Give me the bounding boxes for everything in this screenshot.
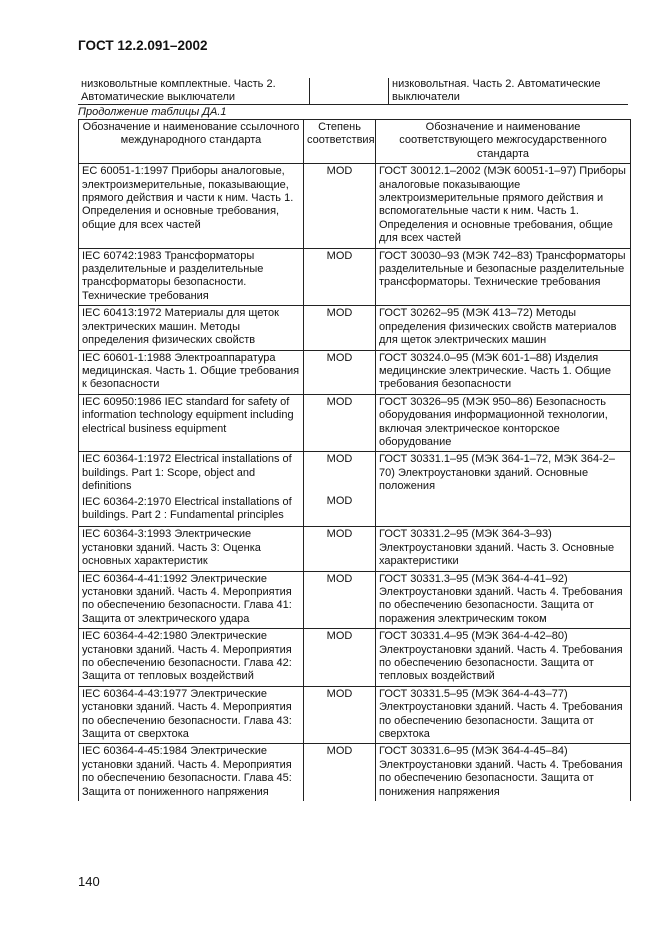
table-row	[79, 571, 631, 629]
degree-cell: MOD	[304, 350, 376, 394]
gost-standard-cell: ГОСТ 30331.4–95 (МЭК 364-4-42–80) Электроустановки зданий. Часть 4. Требования по обеспечению безопасности. Защита от тепловых воздействий	[376, 629, 631, 687]
gost-standard-cell: ГОСТ 30012.1–2002 (МЭК 60051-1–97) Приборы аналоговые показывающие электроизмерительные прямого действия и вспомогательные части к ним. Часть 1. Определения и основные требования, общие для всех частей	[376, 164, 631, 248]
table-row	[79, 350, 631, 394]
gost-standard-cell: ГОСТ 30331.5–95 (МЭК 364-4-43–77) Электроустановки зданий. Часть 4. Требования по обеспечению безопасности. Защита от сверхтока	[376, 686, 631, 744]
table-header-row	[79, 120, 631, 164]
degree-cell: MOD	[304, 394, 376, 452]
intl-standard-cell: IEC 60601-1:1988 Электроаппаратура медицинская. Часть 1. Общие требования к безопасности	[79, 350, 304, 394]
gost-standard-cell: ГОСТ 30331.3–95 (МЭК 364-4-41–92) Электроустановки зданий. Часть 4. Требования по обеспечению безопасности. Защита от поражения электрическим током	[376, 571, 631, 629]
degree-cell	[304, 452, 376, 527]
intl-standard-cell: IEC 60364-4-45:1984 Электрические установки зданий. Часть 4. Мероприятия по обеспечению безопасности. Глава 45: Защита от пониженного напряжения	[79, 744, 304, 801]
intl-standard-cell: IEC 60364-4-41:1992 Электрические установки зданий. Часть 4. Мероприятия по обеспечению безопасности. Глава 41: Защита от электрического удара	[79, 571, 304, 629]
intl-standard-cell: низковольтные комплектные. Часть 2. Автоматические выключатели	[81, 78, 276, 103]
intl-standard-cell: IEC 60364-4-42:1980 Электрические установки зданий. Часть 4. Мероприятия по обеспечению безопасности. Глава 42: Защита от тепловых воздействий	[79, 629, 304, 687]
table-caption: Продолжение таблицы ДА.1	[78, 106, 227, 118]
degree-cell: MOD	[304, 629, 376, 687]
gost-standard-cell: ГОСТ 30331.6–95 (МЭК 364-4-45–84) Электроустановки зданий. Часть 4. Требования по обеспечению безопасности. Защита от понижения напряжения	[376, 744, 631, 801]
table-row	[79, 306, 631, 350]
intl-standard-cell	[79, 452, 304, 527]
intl-standard-cell: IEC 60364-3:1993 Электрические установки зданий. Часть 3: Оценка основных характеристик	[79, 527, 304, 571]
continuation-rows	[78, 78, 628, 105]
degree-cell: MOD	[304, 686, 376, 744]
gost-standard-cell: ГОСТ 30262–95 (МЭК 413–72) Методы определения физических свойств материалов для щеток электрических машин	[376, 306, 631, 350]
intl-standard-cell: IEC 60742:1983 Трансформаторы разделительные и разделительные трансформаторы безопасности. Технические требования	[79, 248, 304, 306]
document-header: ГОСТ 12.2.091–2002	[78, 38, 208, 53]
gost-standard-cell: ГОСТ 30331.2–95 (МЭК 364-3–93) Электроустановки зданий. Часть 3. Основные характеристики	[376, 527, 631, 571]
gost-standard-cell: ГОСТ 30331.1–95 (МЭК 364-1–72, МЭК 364-2–70) Электроустановки зданий. Основные положения	[376, 452, 631, 527]
degree-part-1: MOD	[326, 453, 353, 466]
table-row	[79, 629, 631, 687]
table-row	[79, 394, 631, 452]
standards-table	[78, 119, 631, 801]
table-row	[79, 452, 631, 527]
table-row	[79, 164, 631, 248]
table-row	[79, 686, 631, 744]
table-row	[79, 527, 631, 571]
gost-standard-cell: ГОСТ 30030–93 (МЭК 742–83) Трансформаторы разделительные и безопасные разделительные трансформаторы. Технические требования	[376, 248, 631, 306]
gost-standard-cell: низковольтная. Часть 2. Автоматические выключатели	[389, 78, 629, 105]
column-header-intl: Обозначение и наименование ссылочного международного стандарта	[79, 120, 304, 164]
intl-standard-cell: IEC 60364-4-43:1977 Электрические установки зданий. Часть 4. Мероприятия по обеспечению безопасности. Глава 43: Защита от сверхтока	[79, 686, 304, 744]
gost-standard-cell: ГОСТ 30326–95 (МЭК 950–86) Безопасность оборудования информационной технологии, включая электрическое конторское оборудование	[376, 394, 631, 452]
intl-standard-cell: ЕС 60051-1:1997 Приборы аналоговые, электроизмерительные, показывающие, прямого действия и части к ним. Часть 1. Определения и основные требования, общие для всех частей	[79, 164, 304, 248]
column-header-degree: Степень соответствия	[304, 120, 376, 164]
gost-standard-cell: ГОСТ 30324.0–95 (МЭК 601-1–88) Изделия медицинские электрические. Часть 1. Общие требования безопасности	[376, 350, 631, 394]
column-header-gost: Обозначение и наименование соответствующего межгосударственного стандарта	[376, 120, 631, 164]
intl-standard-part-1: IEC 60364-1:1972 Electrical installations of buildings. Part 1: Scope, object and definitions	[82, 453, 292, 493]
intl-standard-cell: IEC 60413:1972 Материалы для щеток электрических машин. Методы определения физических свойств	[79, 306, 304, 350]
page-number: 140	[78, 874, 100, 889]
degree-cell: MOD	[304, 248, 376, 306]
degree-cell: MOD	[304, 527, 376, 571]
degree-cell	[310, 78, 389, 105]
degree-cell: MOD	[304, 306, 376, 350]
table-row	[79, 744, 631, 801]
table-row	[79, 248, 631, 306]
degree-cell: MOD	[304, 571, 376, 629]
table-row	[78, 78, 628, 105]
degree-cell: MOD	[304, 744, 376, 801]
degree-part-2: MOD	[326, 494, 353, 507]
degree-cell: MOD	[304, 164, 376, 248]
intl-standard-cell: IEC 60950:1986 IEC standard for safety of information technology equipment including electrical business equipment	[79, 394, 304, 452]
intl-standard-part-2: IEC 60364-2:1970 Electrical installations of buildings. Part 2 : Fundamental principles	[82, 495, 292, 521]
